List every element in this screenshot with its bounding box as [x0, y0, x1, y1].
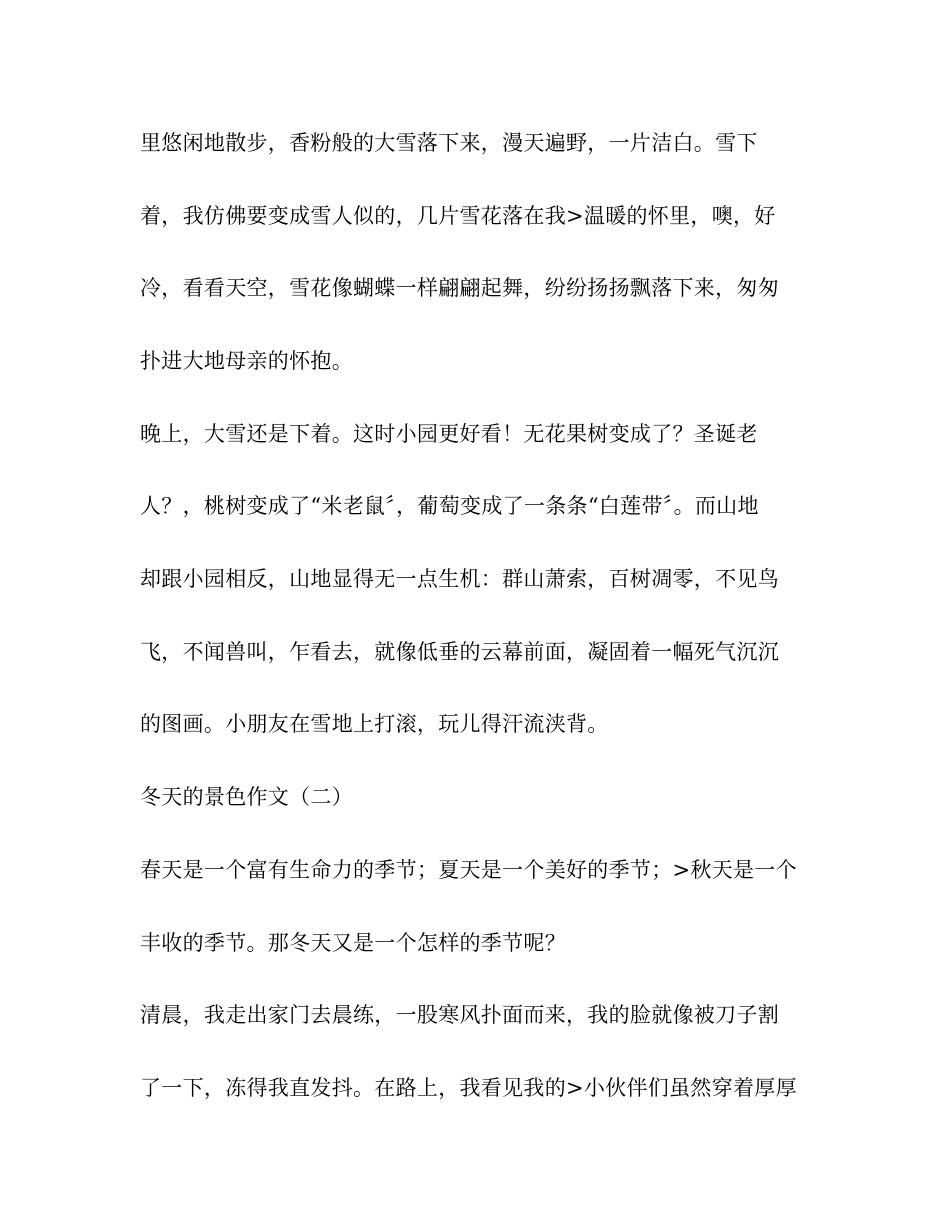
text-line: 里悠闲地散步，香粉般的大雪落下来，漫天遍野，一片洁白。雪下 — [140, 131, 758, 155]
text-line: 却跟小园相反，山地显得无一点生机：群山萧索，百树凋零，不见鸟 — [140, 567, 779, 591]
text-line: 飞，不闻兽叫，乍看去，就像低垂的云幕前面，凝固着一幅死气沉沉 — [140, 640, 779, 664]
text-line: 了一下，冻得我直发抖。在路上，我看见我的>小伙伴们虽然穿着厚厚 — [140, 1076, 797, 1100]
text-line: 春天是一个富有生命力的季节；夏天是一个美好的季节；>秋天是一个 — [140, 858, 797, 882]
text-line: 扑进大地母亲的怀抱。 — [140, 349, 353, 373]
section-heading: 冬天的景色作文（二） — [140, 785, 353, 809]
text-line: 晚上，大雪还是下着。这时小园更好看！无花果树变成了？圣诞老 — [140, 422, 758, 446]
text-line: 着，我仿佛要变成雪人似的，几片雪花落在我>温暖的怀里，噢，好 — [140, 204, 776, 228]
text-line: 丰收的季节。那冬天又是一个怎样的季节呢？ — [140, 931, 566, 955]
text-line: 的图画。小朋友在雪地上打滚，玩儿得汗流浃背。 — [140, 712, 609, 736]
text-line: 冷，看看天空，雪花像蝴蝶一样翩翩起舞，纷纷扬扬飘落下来，匆匆 — [140, 276, 779, 300]
text-line: 人？，桃树变成了“米老鼠〞，葡萄变成了一条条“白莲带〞。而山地 — [140, 494, 759, 518]
text-line: 清晨，我走出家门去晨练，一股寒风扑面而来，我的脸就像被刀子割 — [140, 1003, 779, 1027]
